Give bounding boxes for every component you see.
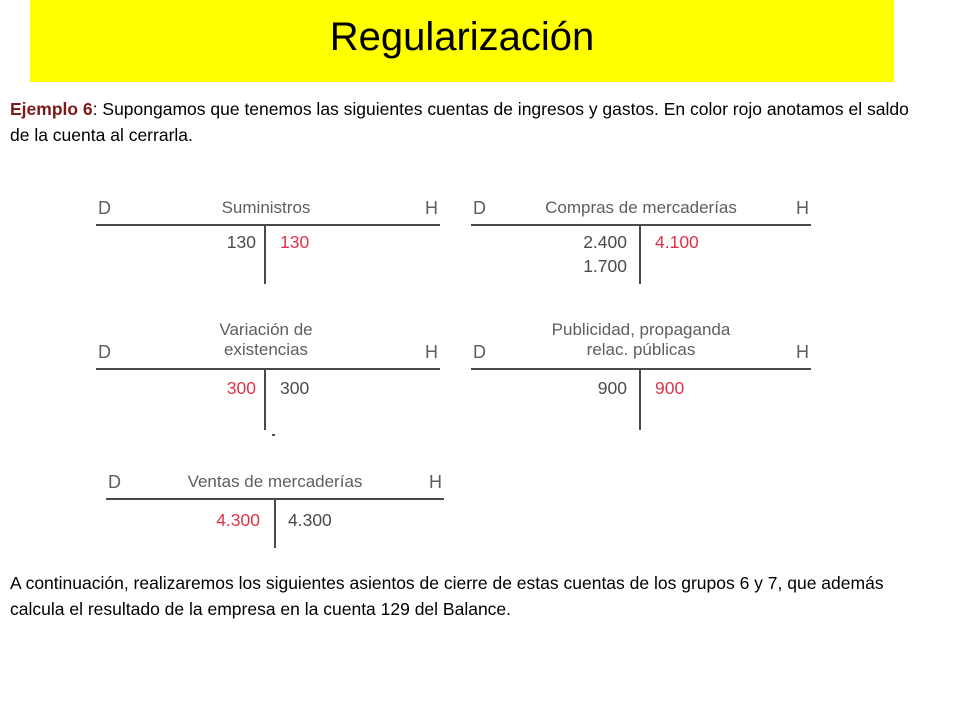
- t-horizontal-line: [471, 368, 811, 370]
- account-title: Ventas de mercaderías: [187, 472, 363, 491]
- haber-column: [280, 376, 309, 400]
- debe-entry: 1.700: [583, 256, 627, 276]
- intro-paragraph: [10, 96, 930, 148]
- debe-column: [598, 376, 627, 400]
- haber-entry: 900: [655, 378, 685, 398]
- closing-paragraph: A continuación, realizaremos los siguientes asientos de cierre de estas cuentas de los grupos 6 y 7, que además calcula el resultado de la empresa en la cuenta 129 del Balance.: [10, 573, 884, 619]
- t-horizontal-line: [96, 368, 440, 370]
- debe-column: [227, 376, 256, 400]
- example-label: Ejemplo 6: [10, 99, 93, 119]
- t-account-ventas: [106, 470, 444, 550]
- account-title: Publicidad, propaganda relac. públicas: [551, 320, 731, 359]
- haber-entry: 4.100: [655, 232, 699, 252]
- debe-entry: 300: [226, 378, 256, 398]
- intro-text: : Supongamos que tenemos las siguientes cuentas de ingresos y gastos. En color rojo anotamos el saldo de la cuenta al cerrarla.: [10, 99, 909, 145]
- t-account-variacion-existencias: [96, 318, 440, 436]
- haber-label: H: [425, 198, 438, 218]
- t-vertical-line: [264, 368, 266, 430]
- debe-column: [583, 230, 627, 278]
- debe-column: [227, 230, 256, 254]
- haber-label: H: [796, 198, 809, 218]
- haber-label: H: [429, 472, 442, 492]
- debe-label: D: [108, 472, 121, 492]
- account-title: Variación de existencias: [219, 320, 313, 359]
- haber-column: [288, 508, 332, 532]
- debe-label: D: [98, 198, 111, 218]
- t-vertical-line: [639, 224, 641, 284]
- haber-label: H: [425, 342, 438, 362]
- t-account-compras: [471, 196, 811, 296]
- debe-label: D: [473, 342, 486, 362]
- account-title: Compras de mercaderías: [545, 198, 737, 217]
- slide-title: Regularización: [329, 14, 595, 59]
- t-account-publicidad: [471, 318, 811, 436]
- t-vertical-line: [639, 368, 641, 430]
- debe-label: D: [473, 198, 486, 218]
- t-account-suministros: [96, 196, 440, 296]
- debe-label: D: [98, 342, 111, 362]
- haber-entry: 130: [280, 232, 310, 252]
- t-horizontal-line: [471, 224, 811, 226]
- t-vertical-line: [274, 498, 276, 548]
- haber-entry: 300: [280, 378, 310, 398]
- title-band: [30, 0, 894, 82]
- debe-entry: 900: [597, 378, 627, 398]
- t-vertical-line: [264, 224, 266, 284]
- debe-entry: 4.300: [216, 510, 260, 530]
- t-horizontal-line: [96, 224, 440, 226]
- haber-column: [655, 376, 684, 400]
- account-title: Suministros: [221, 198, 311, 217]
- debe-entry: 130: [226, 232, 256, 252]
- debe-column: [216, 508, 260, 532]
- haber-column: [280, 230, 309, 254]
- haber-entry: 4.300: [288, 510, 332, 530]
- haber-column: [655, 230, 699, 254]
- stray-mark: [272, 434, 275, 436]
- debe-entry: 2.400: [583, 232, 627, 252]
- haber-label: H: [796, 342, 809, 362]
